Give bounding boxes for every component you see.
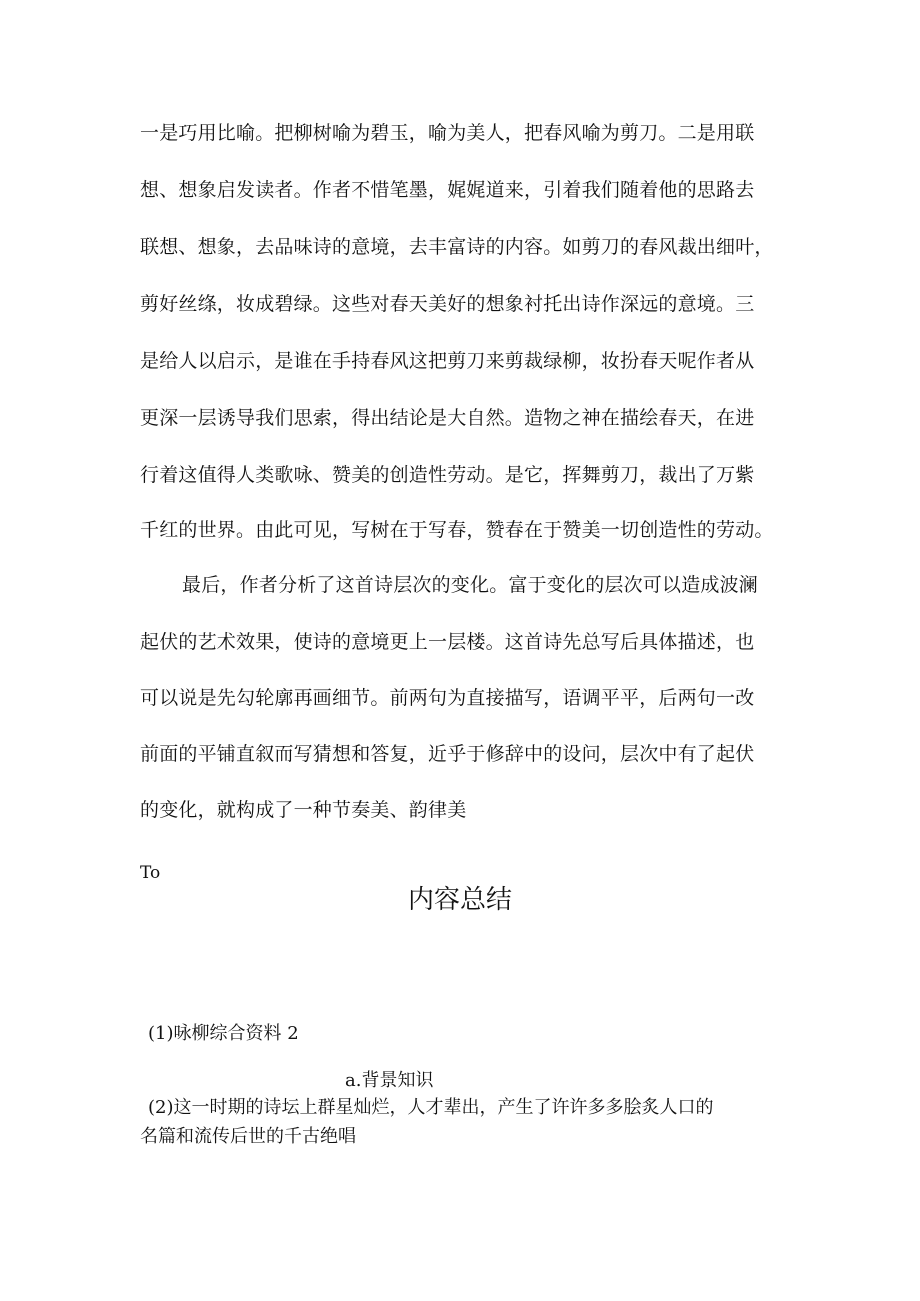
body-line-11: 可以说是先勾轮廓再画细节。前两句为直接描写，语调平平，后两句一改 [140, 687, 755, 709]
summary-item-1: (1)咏柳综合资料 2 [148, 1023, 299, 1044]
to-label: To [140, 863, 161, 883]
body-line-6: 更深一层诱导我们思索，得出结论是大自然。造物之神在描绘春天，在进 [140, 407, 755, 429]
body-line-10: 起伏的艺术效果，使诗的意境更上一层楼。这首诗先总写后具体描述，也 [140, 631, 755, 653]
summary-title: 内容总结 [407, 885, 512, 915]
summary-item-2-line-1: (2)这一时期的诗坛上群星灿烂，人才辈出，产生了许许多多脍炙人口的 [148, 1097, 714, 1118]
sub-heading: a.背景知识 [345, 1070, 434, 1091]
body-line-12: 前面的平铺直叙而写猜想和答复，近乎于修辞中的设问，层次中有了起伏 [140, 743, 755, 765]
body-line-5: 是给人以启示，是谁在手持春风这把剪刀来剪裁绿柳，妆扮春天呢作者从 [140, 350, 755, 372]
body-line-2: 想、想象启发读者。作者不惜笔墨，娓娓道来，引着我们随着他的思路去 [140, 179, 755, 201]
body-line-8: 千红的世界。由此可见，写树在于写春，赞春在于赞美一切创造性的劳动。 [140, 519, 774, 541]
body-line-9: 最后，作者分析了这首诗层次的变化。富于变化的层次可以造成波澜 [182, 574, 759, 596]
body-line-4: 剪好丝绦，妆成碧绿。这些对春天美好的想象衬托出诗作深远的意境。三 [140, 293, 755, 315]
body-line-3: 联想、想象，去品味诗的意境，去丰富诗的内容。如剪刀的春风裁出细叶， [140, 236, 774, 258]
body-line-7: 行着这值得人类歌咏、赞美的创造性劳动。是它，挥舞剪刀，裁出了万紫 [140, 464, 755, 486]
body-line-1: 一是巧用比喻。把柳树喻为碧玉，喻为美人，把春风喻为剪刀。二是用联 [140, 122, 755, 144]
summary-item-2-line-2: 名篇和流传后世的千古绝唱 [140, 1126, 356, 1147]
body-line-13: 的变化，就构成了一种节奏美、韵律美 [140, 799, 467, 821]
